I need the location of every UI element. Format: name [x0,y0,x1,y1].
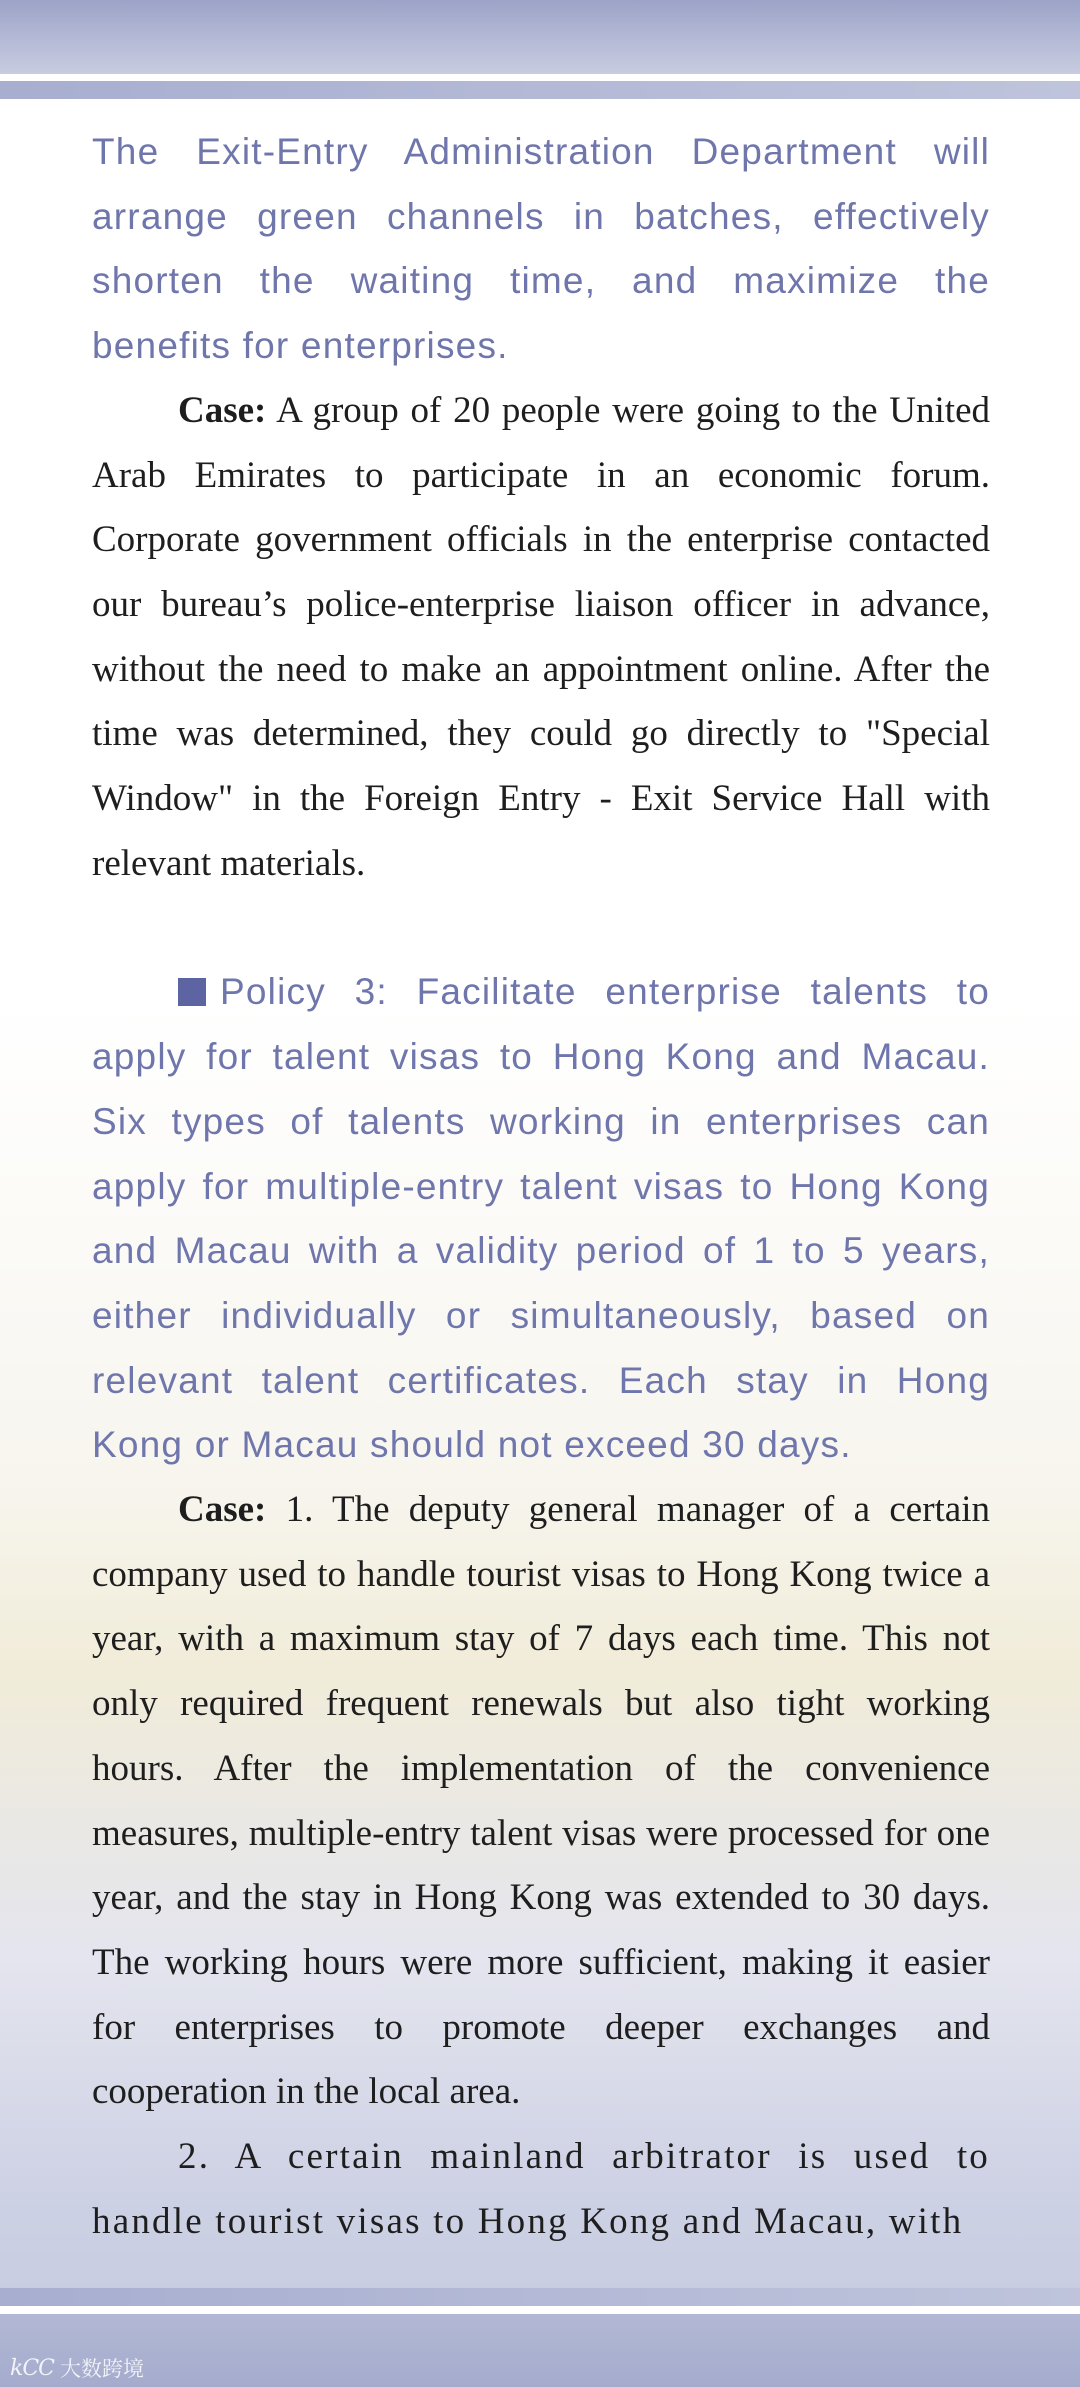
case-two-item-two-paragraph: 2. A certain mainland arbitrator is used to handle tourist visas to Hong Kong and Macau, with [92,2136,990,2242]
bottom-accent-stripe [0,2288,1080,2306]
watermark-logo-icon: kCC [10,2355,54,2381]
watermark [10,2353,144,2383]
top-divider-stripe [0,74,1080,81]
case-two-label: Case: [178,1489,267,1531]
square-bullet-icon [178,978,206,1006]
policy-three-text: Policy 3: Facilitate enterprise talents to apply for talent visas to Hong Kong and Macau. Six types of talents working in enterprises can apply for multiple-entry talent visas to Hong Kong and Macau with a validity period of 1 to 5 years, either individually or simultaneously, based on relevant talent certificates. Each stay in Hong Kong or Macau should not exceed 30 days. [92,971,990,1466]
case-one-text: A group of 20 people were going to the United Arab Emirates to participate in an economic forum. Corporate government officials in the enterprise contacted our bureau’s police-enterprise liaison officer in advance, without the need to make an appointment online. After the time was determined, they could go directly to "Special Window" in the Foreign Entry - Exit Service Hall with relevant materials. [92,389,990,884]
section-gap [92,896,990,960]
case-two-paragraph [92,1478,990,2125]
case-one-label: Case: [178,389,267,431]
intro-paragraph: The Exit-Entry Administration Department will arrange green channels in batches, effectively shorten the waiting time, and maximize the benefits for enterprises. [92,131,990,367]
policy-three-paragraph [92,960,990,1478]
case-two-text: 1. The deputy general manager of a certain company used to handle tourist visas to Hong Kong twice a year, with a maximum stay of 7 days each time. This not only required frequent renewals but also tight working hours. After the implementation of the convenience measures, multiple-entry talent visas were processed for one year, and the stay in Hong Kong was extended to 30 days. The working hours were more sufficient, making it easier for enterprises to promote deeper exchanges and cooperation in the local area. [92,1489,990,2113]
bottom-decorative-band [0,2314,1080,2387]
bottom-divider-stripe [0,2306,1080,2314]
watermark-text: 大数跨境 [60,2357,144,2381]
top-decorative-band [0,0,1080,74]
article-body [92,120,990,2255]
case-one-paragraph [92,379,990,897]
top-accent-stripe [0,81,1080,99]
